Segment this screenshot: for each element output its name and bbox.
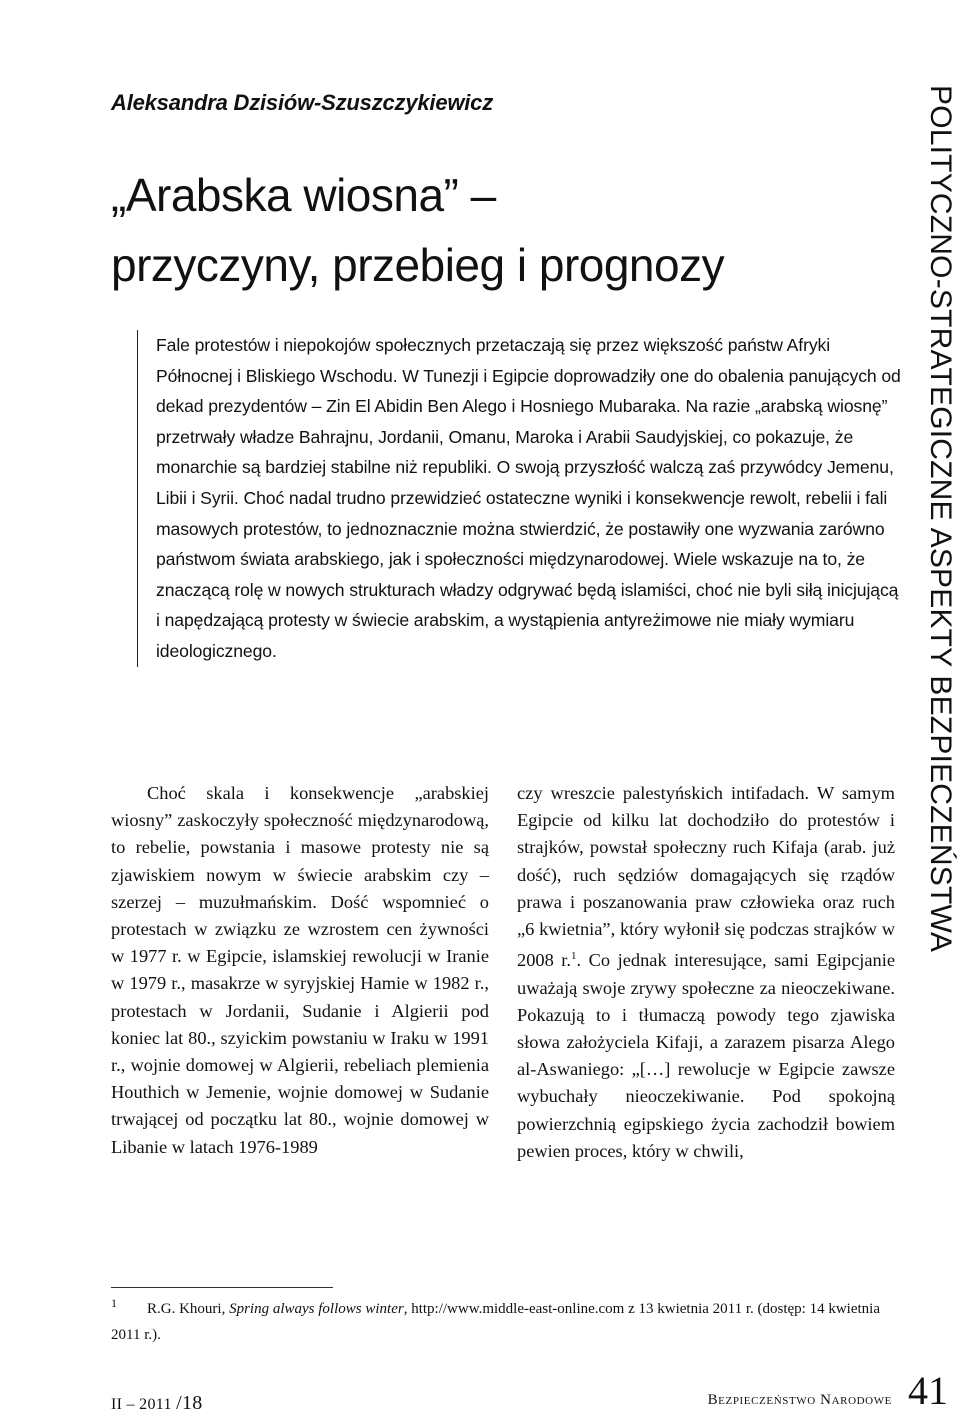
footnote-source-details: , http://www.middle-east-online.com z 13 kwietnia 2011 r. (dostęp: 14 kwietnia 2011 r.). bbox=[111, 1301, 880, 1343]
article-abstract bbox=[137, 330, 901, 667]
issue-separator: / bbox=[176, 1392, 182, 1414]
article-author: Aleksandra Dzisiów-Szuszczykiewicz bbox=[111, 90, 494, 115]
footnote-author: R.G. Khouri, bbox=[147, 1301, 230, 1317]
article-title-line-1: „Arabska wiosna” – bbox=[111, 169, 496, 221]
issue-info bbox=[111, 1392, 203, 1415]
footnote-source-title: Spring always follows winter bbox=[229, 1301, 404, 1317]
article-title bbox=[111, 160, 751, 300]
body-text-before-reference: czy wreszcie palestyńskich intifadach. W samym Egipcie od kilku lat dochodziło do protestów i strajków, powstał społeczny ruch Kifaja (arab. już dość), ruch sędziów domagających się rządów prawa i poszanowania praw człowieka oraz ruch „6 kwietnia”, który wyłonił się podczas strajków w 2008 r. bbox=[517, 783, 895, 971]
footnote-reference: 1 bbox=[571, 950, 577, 963]
body-text-after-reference: . Co jednak interesujące, sami Egipcjanie uważają swoje zrywy społeczne za nieoczekiwane. Pokazują to i tłumaczą powody tego zjawiska słowa założyciela Kifaji, a zarazem pisarza Alego al-Aswaniego: „[…] rewolucje w Egipcie zawsze wybuchały nieoczekiwanie. Pod spokojną powierzchnią egipskiego życia zachodził bowiem pewien proces, który w chwili, bbox=[517, 950, 895, 1161]
footnote bbox=[111, 1296, 901, 1348]
body-paragraph-right bbox=[517, 780, 895, 1165]
body-column-right bbox=[517, 780, 895, 1165]
section-side-title bbox=[920, 85, 960, 953]
footnote-divider bbox=[111, 1287, 333, 1288]
article-title-line-2: przyczyny, przebieg i prognozy bbox=[111, 239, 725, 291]
abstract-text: Fale protestów i niepokojów społecznych przetaczają się przez większość państw Afryki Północnej i Bliskiego Wschodu. W Tunezji i Egipcie doprowadziły one do obalenia panujących od dekad prezydentów – Zin El Abidin Ben Alego i Hosniego Mubaraka. Na razie „arabską wiosnę” przetrwały władze Bahrajnu, Jordanii, Omanu, Maroka i Arabii Saudyjskiej, co pokazuje, że monarchie są bardziej stabilne niż republiki. O swoją przyszłość walczą zaś przywódcy Jemenu, Libii i Syrii. Choć nadal trudno przewidzieć ostateczne wyniki i konsekwencje rewolt, rebelii i fali masowych protestów, to jednoznacznie można stwierdzić, że postawiły one wyzwania zarówno państwom świata arabskiego, jak i społeczności międzynarodowej. Wiele wskazuje na to, że znaczącą rolę w nowych strukturach władzy odgrywać będą islamiści, choć nie byli siłą inicjującą i napędzającą protesty w świecie arabskim, a wystąpienia antyreżimowe nie miały wymiaru ideologicznego. bbox=[156, 335, 901, 661]
issue-volume: 18 bbox=[181, 1392, 203, 1414]
issue-number: II – 2011 bbox=[111, 1396, 172, 1413]
journal-name: Bezpieczeństwo Narodowe bbox=[707, 1392, 892, 1408]
body-paragraph-left: Choć skala i konsekwencje „arabskiej wiosny” zaskoczyły społeczność międzynarodową, to rebelie, powstania i masowe protesty nie są zjawiskiem nowym w świecie arabskim czy – szerzej – muzułmańskim. Dość wspomnieć o protestach w związku ze wzrostem cen żywności w 1977 r. w Egipcie, islamskiej rewolucji w Iranie w 1979 r., masakrze w syryjskiej Hamie w 1982 r., protestach w Jordanii, Sudanie i Algierii pod koniec lat 80., szyickim powstaniu w Iraku w 1991 r., wojnie domowej w Algierii, rebeliach plemienia Houthich w Jemenie, wojnie domowej w Sudanie trwającej od początku lat 80., wojnie domowej w Libanie w latach 1976-1989 bbox=[111, 783, 489, 1157]
footnote-text bbox=[111, 1296, 901, 1348]
body-column-left bbox=[111, 780, 489, 1161]
footnote-number: 1 bbox=[111, 1296, 117, 1310]
page-number: 41 bbox=[908, 1368, 948, 1413]
section-side-title-text: POLITYCZNO-STRATEGICZNE ASPEKTY BEZPIECZEŃSTWA bbox=[924, 85, 957, 953]
